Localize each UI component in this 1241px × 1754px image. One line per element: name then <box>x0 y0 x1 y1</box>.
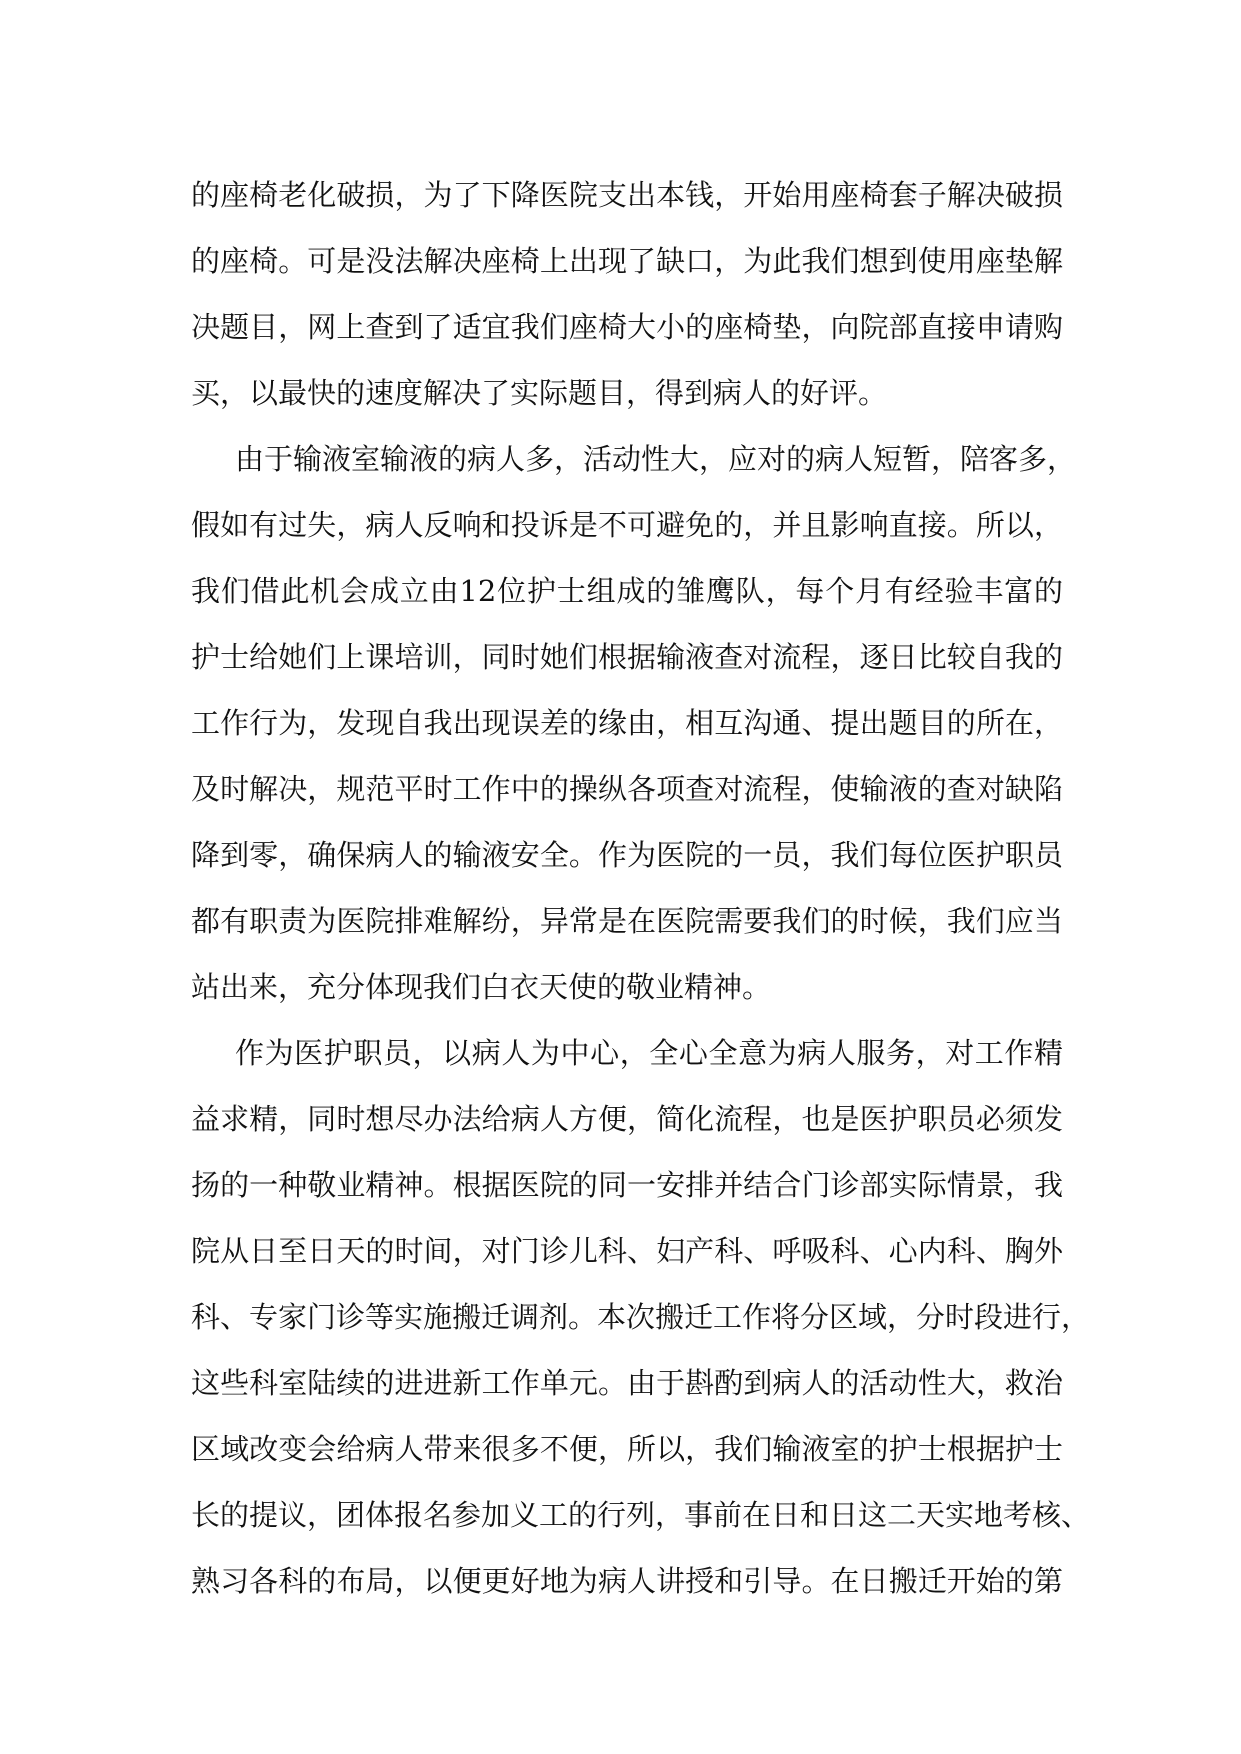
text-line: 长的提议，团体报名参加义工的行列，事前在日和日这二天实地考核、 <box>191 1498 1091 1532</box>
text-line: 我们借此机会成立由12位护士组成的雏鹰队，每个月有经验丰富的 <box>191 574 1063 608</box>
text-line: 都有职责为医院排难解纷，异常是在医院需要我们的时候，我们应当 <box>191 904 1063 938</box>
text-line: 熟习各科的布局，以便更好地为病人讲授和引导。在日搬迁开始的第 <box>191 1564 1063 1598</box>
paragraph-first-line: 由于输液室输液的病人多，活动性大，应对的病人短暂，陪客多， <box>235 442 1077 476</box>
text-line: 决题目，网上查到了适宜我们座椅大小的座椅垫，向院部直接申请购 <box>191 310 1063 344</box>
text-line: 的座椅老化破损，为了下降医院支出本钱，开始用座椅套子解决破损 <box>191 178 1063 212</box>
text-line: 院从日至日天的时间，对门诊儿科、妇产科、呼吸科、心内科、胸外 <box>191 1234 1063 1268</box>
text-line: 及时解决，规范平时工作中的操纵各项查对流程，使输液的查对缺陷 <box>191 772 1063 806</box>
document-body <box>191 162 1091 1614</box>
text-line: 扬的一种敬业精神。根据医院的同一安排并结合门诊部实际情景，我 <box>191 1168 1063 1202</box>
text-line: 假如有过失，病人反响和投诉是不可避免的，并且影响直接。所以， <box>191 508 1063 542</box>
text-line: 工作行为，发现自我出现误差的缘由，相互沟通、提出题目的所在， <box>191 706 1063 740</box>
text-line: 益求精，同时想尽办法给病人方便，简化流程，也是医护职员必须发 <box>191 1102 1063 1136</box>
text-line: 护士给她们上课培训，同时她们根据输液查对流程，逐日比较自我的 <box>191 640 1063 674</box>
text-line: 这些科室陆续的进进新工作单元。由于斟酌到病人的活动性大，救治 <box>191 1366 1063 1400</box>
paragraph-first-line: 作为医护职员，以病人为中心，全心全意为病人服务，对工作精 <box>235 1036 1063 1070</box>
text-line: 降到零，确保病人的输液安全。作为医院的一员，我们每位医护职员 <box>191 838 1063 872</box>
text-line: 科、专家门诊等实施搬迁调剂。本次搬迁工作将分区域，分时段进行， <box>191 1300 1091 1334</box>
text-line: 站出来，充分体现我们白衣天使的敬业精神。 <box>191 970 772 1004</box>
text-line: 的座椅。可是没法解决座椅上出现了缺口，为此我们想到使用座垫解 <box>191 244 1063 278</box>
text-line: 买，以最快的速度解决了实际题目，得到病人的好评。 <box>191 376 888 410</box>
text-line: 区域改变会给病人带来很多不便，所以，我们输液室的护士根据护士 <box>191 1432 1063 1466</box>
